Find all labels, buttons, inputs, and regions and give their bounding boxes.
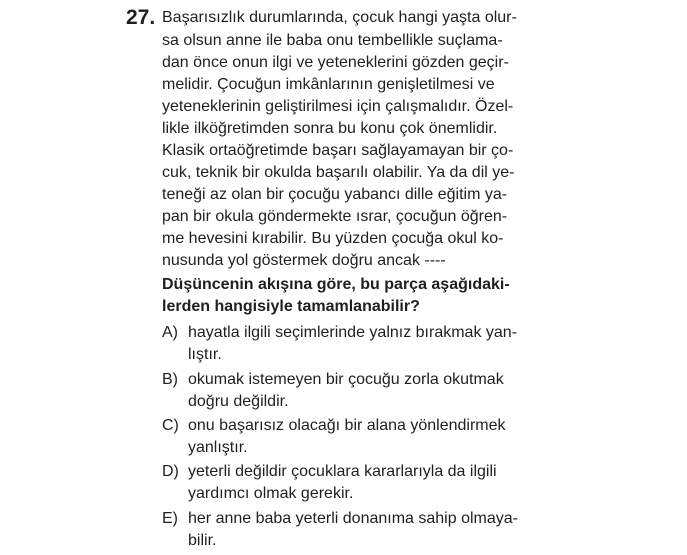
option-text: doğru değildir. — [188, 393, 289, 410]
passage-line: me hevesini kırabilir. Bu yüzden çocuğa okul ko- — [162, 230, 504, 247]
option-letter: E) — [162, 510, 178, 527]
option-text: her anne baba yeterli donanıma sahip olmaya- — [188, 510, 518, 527]
passage-line: yeteneklerinin geliştirilmesi için çalışmalıdır. Özel- — [162, 98, 514, 115]
passage-line: nusunda yol göstermek doğru ancak ---- — [162, 252, 446, 269]
option-text: onu başarısız olacağı bir alana yönlendirmek — [188, 417, 506, 434]
option-text: okumak istemeyen bir çocuğu zorla okutmak — [188, 371, 504, 388]
prompt-line: Düşüncenin akışına göre, bu parça aşağıdaki- — [162, 276, 510, 293]
question-number: 27. — [126, 6, 156, 29]
option-text: yanlıştır. — [188, 439, 248, 456]
passage-line: cuk, teknik bir okulda başarılı olabilir. Ya da dil ye- — [162, 164, 515, 181]
passage-line: dan önce onun ilgi ve yeteneklerini gözden geçir- — [162, 54, 509, 71]
passage-line: teneği az olan bir çocuğu yabancı dille eğitim ya- — [162, 186, 508, 203]
option-text: hayatla ilgili seçimlerinde yalnız bırakmak yan- — [188, 324, 518, 341]
prompt-line: lerden hangisiyle tamamlanabilir? — [162, 298, 420, 315]
option-text: bilir. — [188, 532, 217, 549]
passage-line: melidir. Çocuğun imkânlarının genişletilmesi ve — [162, 76, 495, 93]
option-letter: C) — [162, 417, 179, 434]
option-text: yeterli değildir çocuklara kararlarıyla da ilgili — [188, 463, 497, 480]
passage-line: pan bir okula göndermekte ısrar, çocuğun öğren- — [162, 208, 508, 225]
passage-line: sa olsun anne ile baba onu tembellikle suçlama- — [162, 32, 503, 49]
option-text: yardımcı olmak gerekir. — [188, 485, 354, 502]
option-letter: A) — [162, 324, 178, 341]
passage-line: Başarısızlık durumlarında, çocuk hangi yaşta olur- — [162, 9, 517, 26]
option-text: lıştır. — [188, 346, 222, 363]
passage-line: Klasik ortaöğretimde başarı sağlayamayan bir ço- — [162, 142, 514, 159]
option-letter: D) — [162, 463, 179, 480]
option-letter: B) — [162, 371, 178, 388]
passage-line: likle ilköğretimden sonra bu konu çok önemlidir. — [162, 120, 498, 137]
